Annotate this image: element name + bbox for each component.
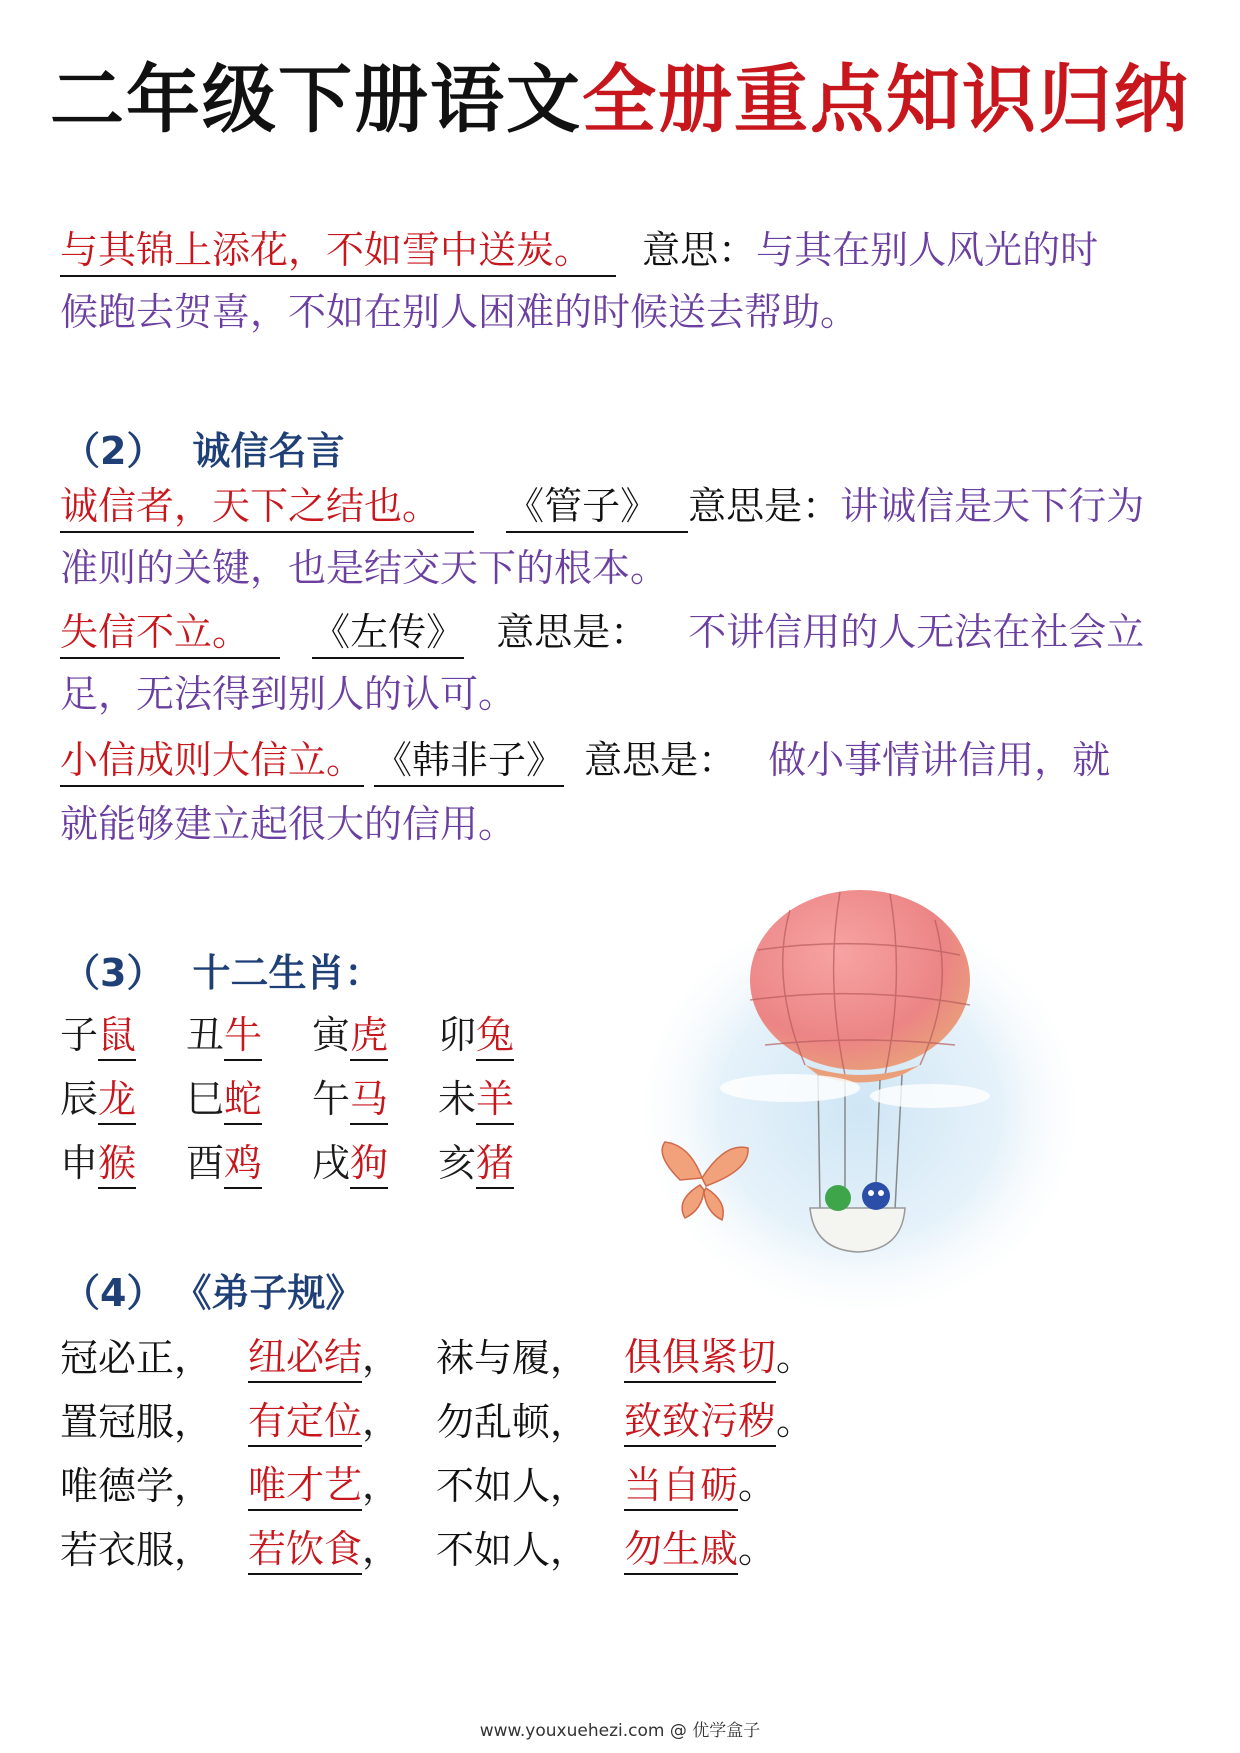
verse-blank: 若饮食 <box>248 1525 362 1575</box>
zodiac-animal: 狗 <box>350 1139 388 1189</box>
zodiac-animal: 鸡 <box>224 1139 262 1189</box>
punctuation: ， <box>362 1334 401 1379</box>
dizigui-verses <box>60 1322 814 1578</box>
verse-phrase: 不如人， <box>436 1527 589 1572</box>
quote-source: 《管子》 <box>506 481 688 533</box>
verse-row <box>60 1514 814 1578</box>
earthly-branch: 卯 <box>438 1012 477 1057</box>
verse-answer <box>624 1454 776 1511</box>
zodiac-animal: 兔 <box>476 1011 514 1061</box>
honesty-quote-3 <box>60 732 1110 788</box>
zodiac-animal: 鼠 <box>98 1011 136 1061</box>
proverb-quote: 与其锦上添花，不如雪中送炭。 <box>60 225 616 277</box>
meaning-text: 做小事情讲信用，就 <box>768 738 1111 782</box>
zodiac-row <box>60 1000 564 1064</box>
earthly-branch: 辰 <box>60 1076 99 1121</box>
proverb-meaning-cont: 候跑去贺喜，不如在别人困难的时候送去帮助。 <box>60 290 859 334</box>
verse-blank: 有定位 <box>248 1397 362 1447</box>
meaning-label: 意思是： <box>688 484 841 528</box>
zodiac-cell <box>312 1004 438 1061</box>
zodiac-cell <box>438 1132 564 1189</box>
footer-watermark: www.youxuehezi.com @ 优学盒子 <box>479 1721 761 1741</box>
section-number: （3） <box>62 951 165 995</box>
verse-blank: 纽必结 <box>248 1333 362 1383</box>
zodiac-cell <box>312 1132 438 1189</box>
verse-blank: 俱俱紧切 <box>624 1333 776 1383</box>
verse-row <box>60 1386 814 1450</box>
zodiac-animal: 牛 <box>224 1011 262 1061</box>
meaning-label: 意思是： <box>496 610 649 654</box>
punctuation: 。 <box>776 1398 815 1443</box>
zodiac-table <box>60 1000 564 1192</box>
earthly-branch: 寅 <box>312 1012 351 1057</box>
zodiac-animal: 羊 <box>476 1075 514 1125</box>
verse-phrase: 袜与履， <box>436 1335 589 1380</box>
punctuation: ， <box>362 1526 401 1571</box>
meaning-text: 不讲信用的人无法在社会立 <box>688 610 1145 654</box>
verse-answer <box>624 1390 814 1447</box>
zodiac-cell <box>60 1132 186 1189</box>
earthly-branch: 未 <box>438 1076 477 1121</box>
honesty-meaning-3-cont: 就能够建立起很大的信用。 <box>60 802 517 846</box>
earthly-branch: 巳 <box>186 1076 225 1121</box>
verse-phrase: 冠必正， <box>60 1335 213 1380</box>
earthly-branch: 丑 <box>186 1012 225 1057</box>
zodiac-cell <box>60 1068 186 1125</box>
earthly-branch: 戌 <box>312 1140 351 1185</box>
verse-answer <box>248 1326 436 1383</box>
earthly-branch: 子 <box>60 1012 99 1057</box>
proverb-line-1 <box>60 222 1098 278</box>
zodiac-cell <box>60 1004 186 1061</box>
verse-row <box>60 1450 814 1514</box>
punctuation: 。 <box>738 1462 777 1507</box>
meaning-label: 意思： <box>642 228 757 272</box>
earthly-branch: 酉 <box>186 1140 225 1185</box>
quote-text: 失信不立。 <box>60 607 280 659</box>
zodiac-row <box>60 1128 564 1192</box>
verse-answer <box>248 1518 436 1575</box>
meaning-text: 讲诚信是天下行为 <box>840 484 1145 528</box>
section-title: 十二生肖： <box>192 951 383 995</box>
punctuation: ， <box>362 1398 401 1443</box>
zodiac-cell <box>438 1068 564 1125</box>
quote-source: 《左传》 <box>312 607 464 659</box>
hot-air-balloon-illustration <box>640 880 1080 1320</box>
zodiac-cell <box>186 1068 312 1125</box>
verse-phrase: 勿乱顿， <box>436 1399 589 1444</box>
zodiac-animal: 虎 <box>350 1011 388 1061</box>
earthly-branch: 申 <box>60 1140 99 1185</box>
zodiac-animal: 猴 <box>98 1139 136 1189</box>
verse-phrase: 不如人， <box>436 1463 589 1508</box>
honesty-meaning-1-cont: 准则的关键，也是结交天下的根本。 <box>60 546 669 590</box>
zodiac-animal: 蛇 <box>224 1075 262 1125</box>
honesty-quote-2 <box>60 604 1144 660</box>
section-heading-honesty <box>62 420 344 475</box>
verse-blank: 唯才艺 <box>248 1461 362 1511</box>
meaning-text: 与其在别人风光的时 <box>756 228 1099 272</box>
section-number: （4） <box>62 1271 165 1315</box>
zodiac-cell <box>312 1068 438 1125</box>
zodiac-animal: 马 <box>350 1075 388 1125</box>
section-title: 诚信名言 <box>192 429 345 473</box>
zodiac-row <box>60 1064 564 1128</box>
punctuation: ， <box>362 1462 401 1507</box>
meaning-label: 意思是： <box>584 738 737 782</box>
verse-answer <box>248 1390 436 1447</box>
verse-answer <box>624 1518 776 1575</box>
section-heading-dizigui <box>62 1262 363 1317</box>
earthly-branch: 亥 <box>438 1140 477 1185</box>
section-title: 《弟子规》 <box>192 1271 364 1315</box>
verse-blank: 当自砺 <box>624 1461 738 1511</box>
section-number: （2） <box>62 429 165 473</box>
verse-phrase: 置冠服， <box>60 1399 213 1444</box>
quote-text: 诚信者，天下之结也。 <box>60 481 474 533</box>
quote-source: 《韩非子》 <box>374 735 564 787</box>
earthly-branch: 午 <box>312 1076 351 1121</box>
title-red: 全册重点知识归纳 <box>582 57 1190 143</box>
section-heading-zodiac <box>62 942 382 997</box>
zodiac-cell <box>186 1132 312 1189</box>
verse-phrase: 唯德学， <box>60 1463 213 1508</box>
punctuation: 。 <box>776 1334 815 1379</box>
verse-answer <box>248 1454 436 1511</box>
punctuation: 。 <box>738 1526 777 1571</box>
zodiac-animal: 猪 <box>476 1139 514 1189</box>
verse-row <box>60 1322 814 1386</box>
verse-answer <box>624 1326 814 1383</box>
quote-text: 小信成则大信立。 <box>60 735 364 787</box>
zodiac-cell <box>438 1004 564 1061</box>
honesty-quote-1 <box>60 478 1144 534</box>
zodiac-animal: 龙 <box>98 1075 136 1125</box>
verse-blank: 勿生戚 <box>624 1525 738 1575</box>
page-title <box>0 55 1240 145</box>
verse-blank: 致致污秽 <box>624 1397 776 1447</box>
title-black: 二年级下册语文 <box>50 57 582 143</box>
zodiac-cell <box>186 1004 312 1061</box>
honesty-meaning-2-cont: 足，无法得到别人的认可。 <box>60 672 517 716</box>
verse-phrase: 若衣服， <box>60 1527 213 1572</box>
